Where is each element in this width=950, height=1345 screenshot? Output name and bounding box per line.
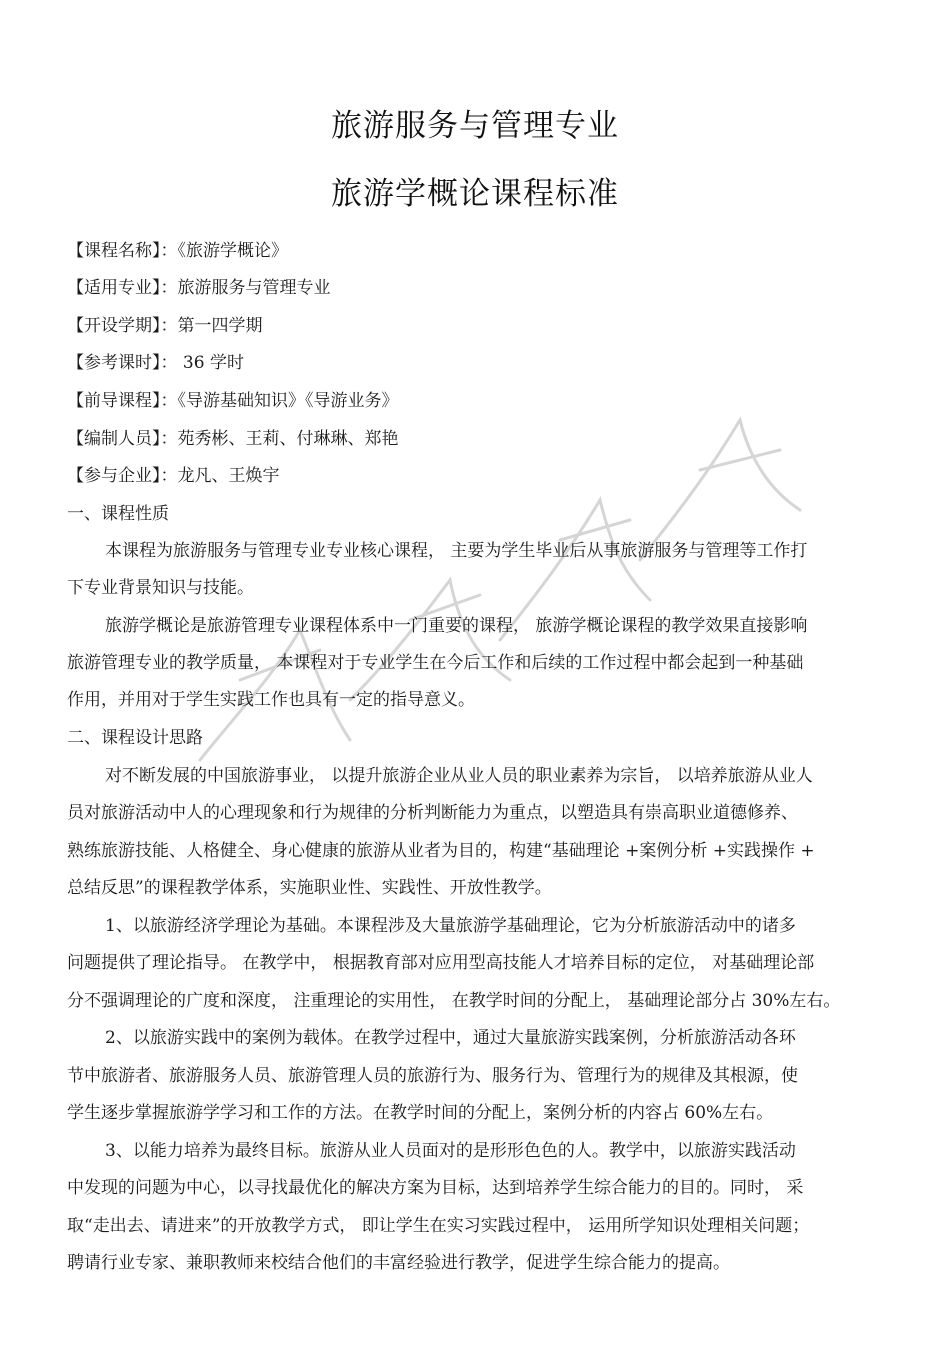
- paragraph-line: 旅游学概论是旅游管理专业课程体系中一门重要的课程， 旅游学概论课程的教学效果直接影响: [105, 616, 808, 636]
- info-hours: 【参考课时】： 36 学时: [67, 353, 244, 373]
- section-heading-design: 二、课程设计思路: [67, 728, 203, 748]
- paragraph-line: 中发现的问题为中心，以寻找最优化的解决方案为目标，达到培养学生综合能力的目的。同时， 采: [67, 1178, 804, 1198]
- paragraph-line: 总结反思”的课程教学体系，实施职业性、实践性、开放性教学。: [67, 878, 552, 898]
- paragraph-line: 员对旅游活动中人的心理现象和行为规律的分析判断能力为重点，以塑造具有崇高职业道德修养、: [67, 803, 798, 823]
- paragraph-line: 下专业背景知识与技能。: [67, 578, 254, 598]
- paragraph-line: 旅游管理专业的教学质量， 本课程对于专业学生在今后工作和后续的工作过程中都会起到一种基础: [67, 653, 804, 673]
- paragraph-line: 2、以旅游实践中的案例为载体。在教学过程中，通过大量旅游实践案例，分析旅游活动各环: [105, 1028, 796, 1048]
- paragraph-line: 对不断发展的中国旅游事业， 以提升旅游企业从业人员的职业素养为宗旨， 以培养旅游从业人: [105, 766, 813, 786]
- paragraph-line: 3、以能力培养为最终目标。旅游从业人员面对的是形形色色的人。教学中，以旅游实践活动: [105, 1141, 796, 1161]
- info-prerequisites: 【前导课程】：《导游基础知识》《导游业务》: [67, 391, 399, 411]
- info-semester: 【开设学期】：第一四学期: [67, 316, 263, 336]
- paragraph-line: 1、以旅游经济学理论为基础。本课程涉及大量旅游学基础理论，它为分析旅游活动中的诸多: [105, 916, 796, 936]
- paragraph-line: 本课程为旅游服务与管理专业专业核心课程， 主要为学生毕业后从事旅游服务与管理等工作打: [105, 541, 808, 561]
- paragraph-line: 分不强调理论的广度和深度， 注重理论的实用性， 在教学时间的分配上， 基础理论部分占 30%左右。: [67, 991, 841, 1011]
- paragraph-line: 熟练旅游技能、人格健全、身心健康的旅游从业者为目的，构建“基础理论 +案例分析 +实践操作 +: [67, 841, 815, 861]
- info-authors: 【编制人员】：苑秀彬、王莉、付琳琳、郑艳: [67, 429, 399, 449]
- paragraph-line: 学生逐步掌握旅游学学习和工作的方法。在教学时间的分配上，案例分析的内容占 60%左右。: [67, 1103, 774, 1123]
- document-subtitle: 旅游学概论课程标准: [331, 176, 619, 212]
- paragraph-line: 作用，并用对于学生实践工作也具有一定的指导意义。: [67, 690, 475, 710]
- paragraph-line: 聘请行业专家、兼职教师来校结合他们的丰富经验进行教学，促进学生综合能力的提高。: [67, 1253, 730, 1273]
- paragraph-line: 问题提供了理论指导。 在教学中， 根据教育部对应用型高技能人才培养目标的定位， 对基础理论部: [67, 953, 815, 973]
- paragraph-line: 节中旅游者、旅游服务人员、旅游管理人员的旅游行为、服务行为、管理行为的规律及其根源，使: [67, 1066, 798, 1086]
- section-heading-nature: 一、课程性质: [67, 504, 169, 524]
- document-title: 旅游服务与管理专业: [331, 108, 619, 144]
- paragraph-line: 取“走出去、请进来”的开放教学方式， 即让学生在实习实践过程中， 运用所学知识处理相关问题；: [67, 1216, 810, 1236]
- info-course-name: 【课程名称】：《旅游学概论》: [67, 241, 288, 261]
- info-major: 【适用专业】：旅游服务与管理专业: [67, 278, 331, 298]
- info-enterprises: 【参与企业】：龙凡、王焕宇: [67, 466, 280, 486]
